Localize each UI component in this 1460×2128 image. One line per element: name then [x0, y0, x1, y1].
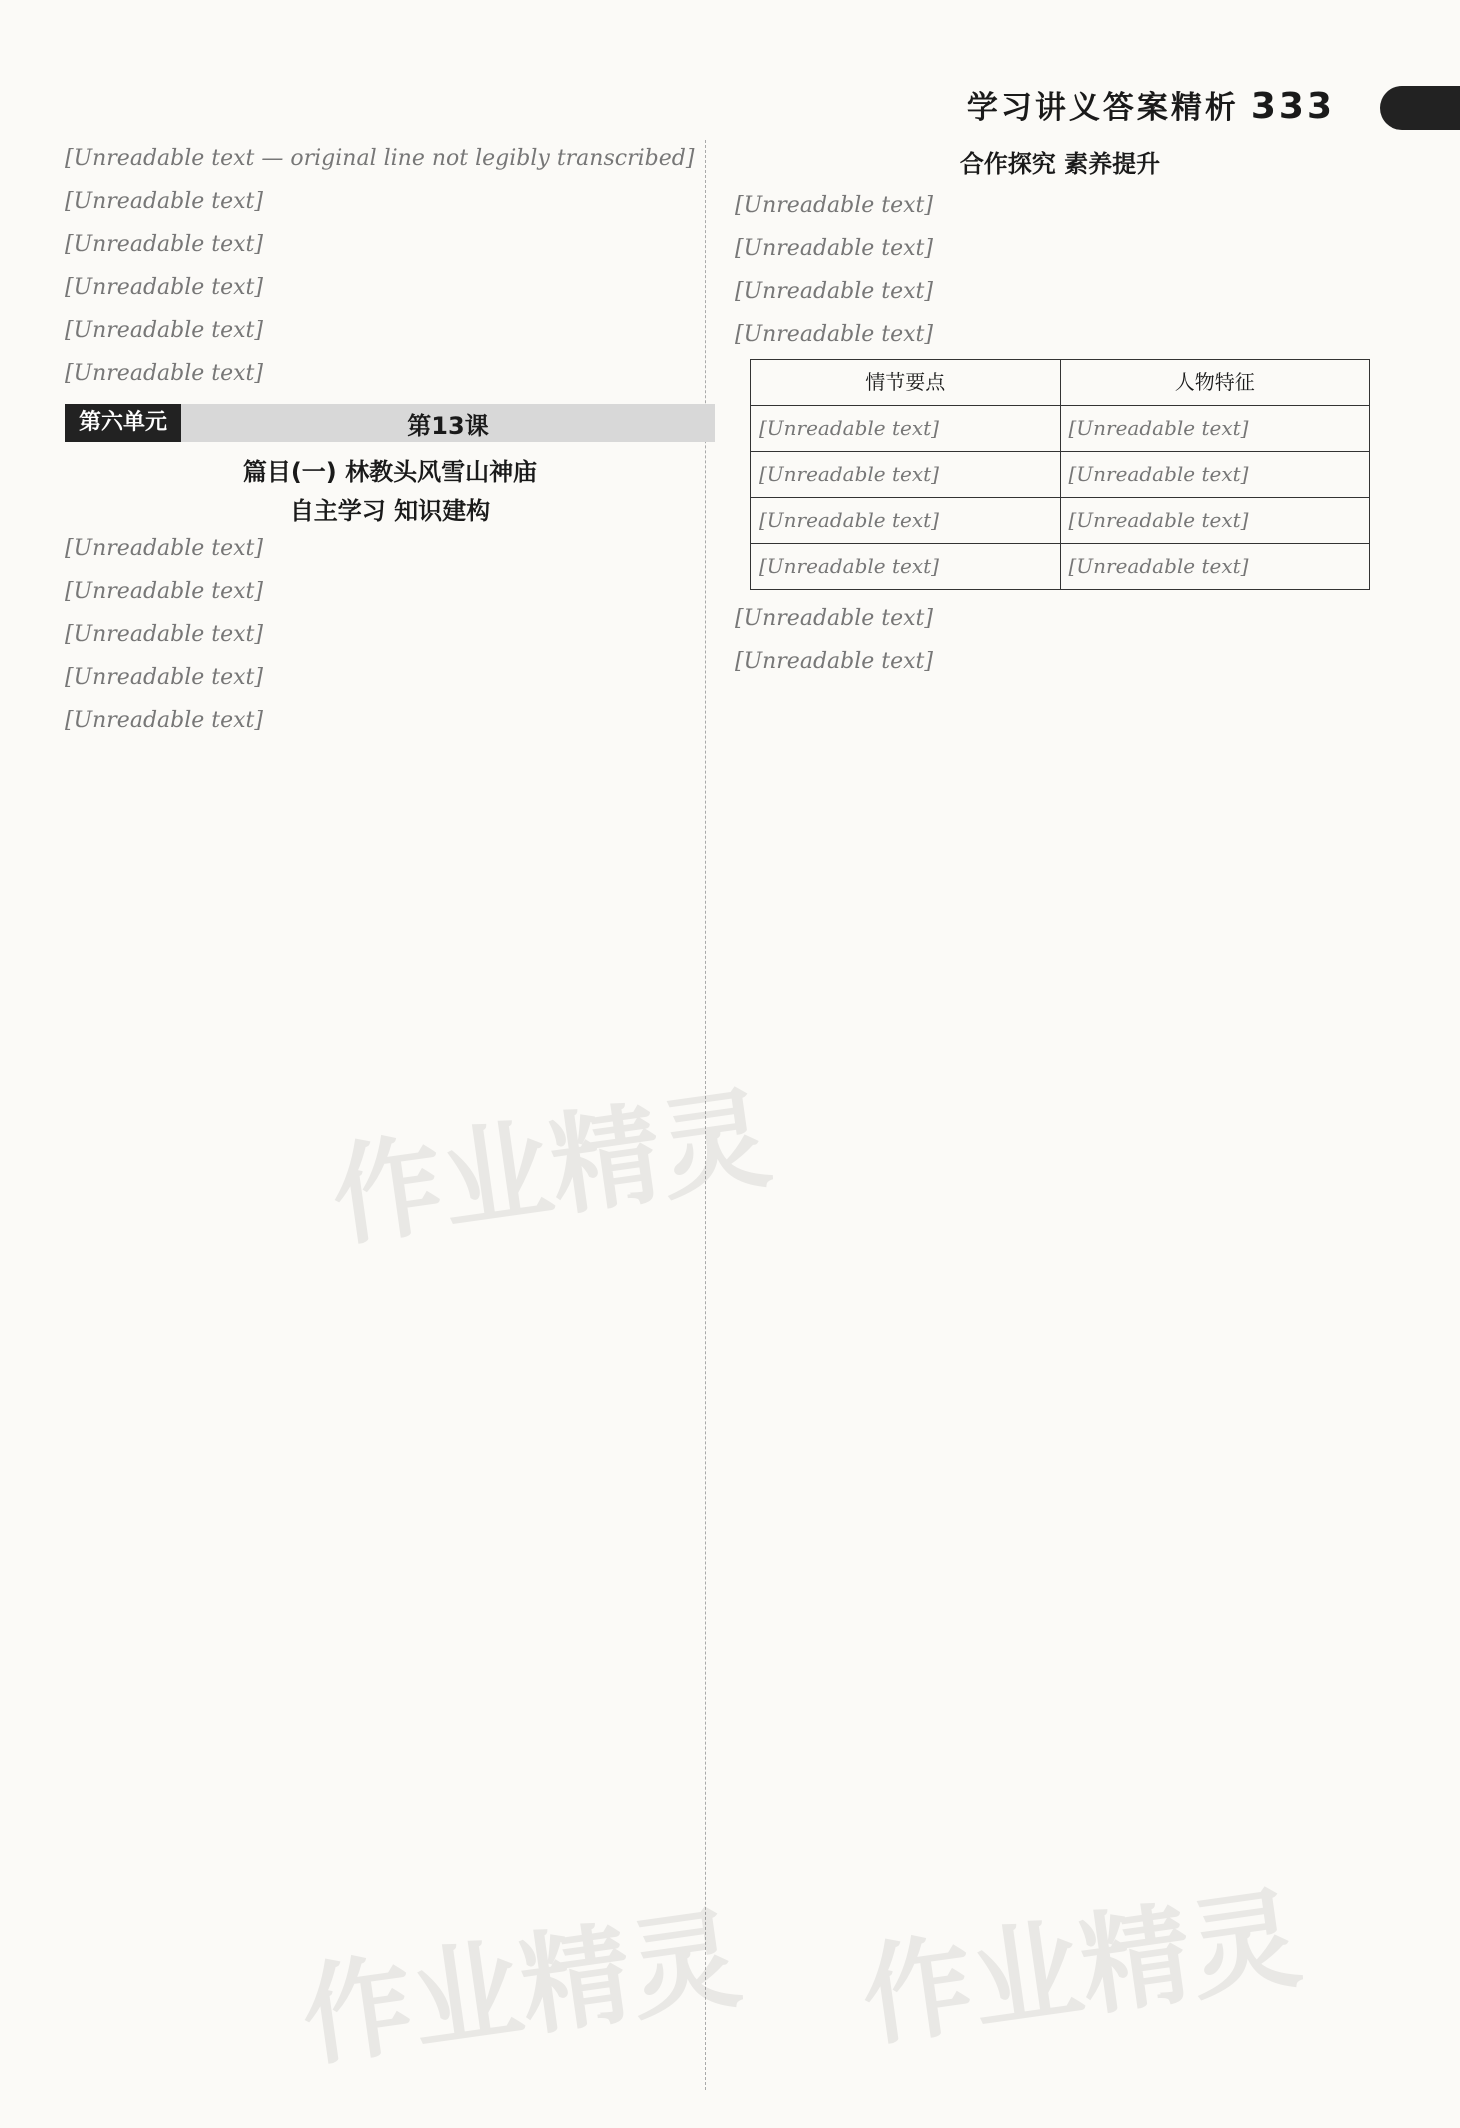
- unit-label: 第六单元: [65, 404, 181, 442]
- left-paragraph: [Unreadable text — original line not legibly transcribed]: [65, 146, 695, 171]
- answer-line: [Unreadable text]: [735, 236, 933, 261]
- watermark: 作业精灵: [324, 1073, 779, 1262]
- table-cell: [Unreadable text]: [1060, 452, 1370, 498]
- table-row: [751, 406, 1370, 452]
- header-title-text: 学习讲义答案精析: [966, 90, 1239, 126]
- lesson-label: 第13课: [407, 411, 489, 440]
- table-cell: [Unreadable text]: [751, 406, 1061, 452]
- right-column: [735, 140, 1385, 686]
- watermark: 作业精灵: [854, 1873, 1309, 2062]
- answer-line: [Unreadable text]: [735, 279, 933, 304]
- table-cell: [Unreadable text]: [751, 544, 1061, 590]
- left-column: [65, 140, 715, 745]
- table-cell: [Unreadable text]: [751, 452, 1061, 498]
- header-title: [967, 82, 1335, 127]
- answer-line: [Unreadable text]: [65, 665, 263, 690]
- table-cell: [Unreadable text]: [1060, 498, 1370, 544]
- header-tab-decoration: [1380, 86, 1460, 130]
- table-header-cell: 情节要点: [751, 360, 1061, 406]
- left-paragraph: [Unreadable text]: [65, 361, 263, 386]
- answer-line: [Unreadable text]: [65, 579, 263, 604]
- answer-line: [Unreadable text]: [735, 606, 933, 631]
- left-paragraph: [Unreadable text]: [65, 189, 263, 214]
- left-paragraph: [Unreadable text]: [65, 232, 263, 257]
- answer-line: [Unreadable text]: [65, 536, 263, 561]
- answer-line: [Unreadable text]: [735, 322, 933, 347]
- watermark: 作业精灵: [294, 1893, 749, 2082]
- answer-line: [Unreadable text]: [65, 708, 263, 733]
- table-cell: [Unreadable text]: [751, 498, 1061, 544]
- answer-line: [Unreadable text]: [735, 649, 933, 674]
- unit-bar: [65, 404, 715, 442]
- table-cell: [Unreadable text]: [1060, 544, 1370, 590]
- table-row: [751, 452, 1370, 498]
- table-header-row: [751, 360, 1370, 406]
- answer-line: [Unreadable text]: [735, 193, 933, 218]
- table-row: [751, 498, 1370, 544]
- article-title: 篇目(一) 林教头风雪山神庙: [242, 458, 538, 486]
- left-paragraph: [Unreadable text]: [65, 318, 263, 343]
- table-row: [751, 544, 1370, 590]
- section-label: 合作探究 素养提升: [959, 150, 1161, 178]
- table-header-cell: 人物特征: [1060, 360, 1370, 406]
- section-label: 自主学习 知识建构: [289, 497, 491, 525]
- plot-character-table: [750, 359, 1370, 590]
- table-cell: [Unreadable text]: [1060, 406, 1370, 452]
- left-paragraph: [Unreadable text]: [65, 275, 263, 300]
- answer-line: [Unreadable text]: [65, 622, 263, 647]
- page-number: 333: [1250, 86, 1335, 127]
- page-header: [0, 0, 1460, 135]
